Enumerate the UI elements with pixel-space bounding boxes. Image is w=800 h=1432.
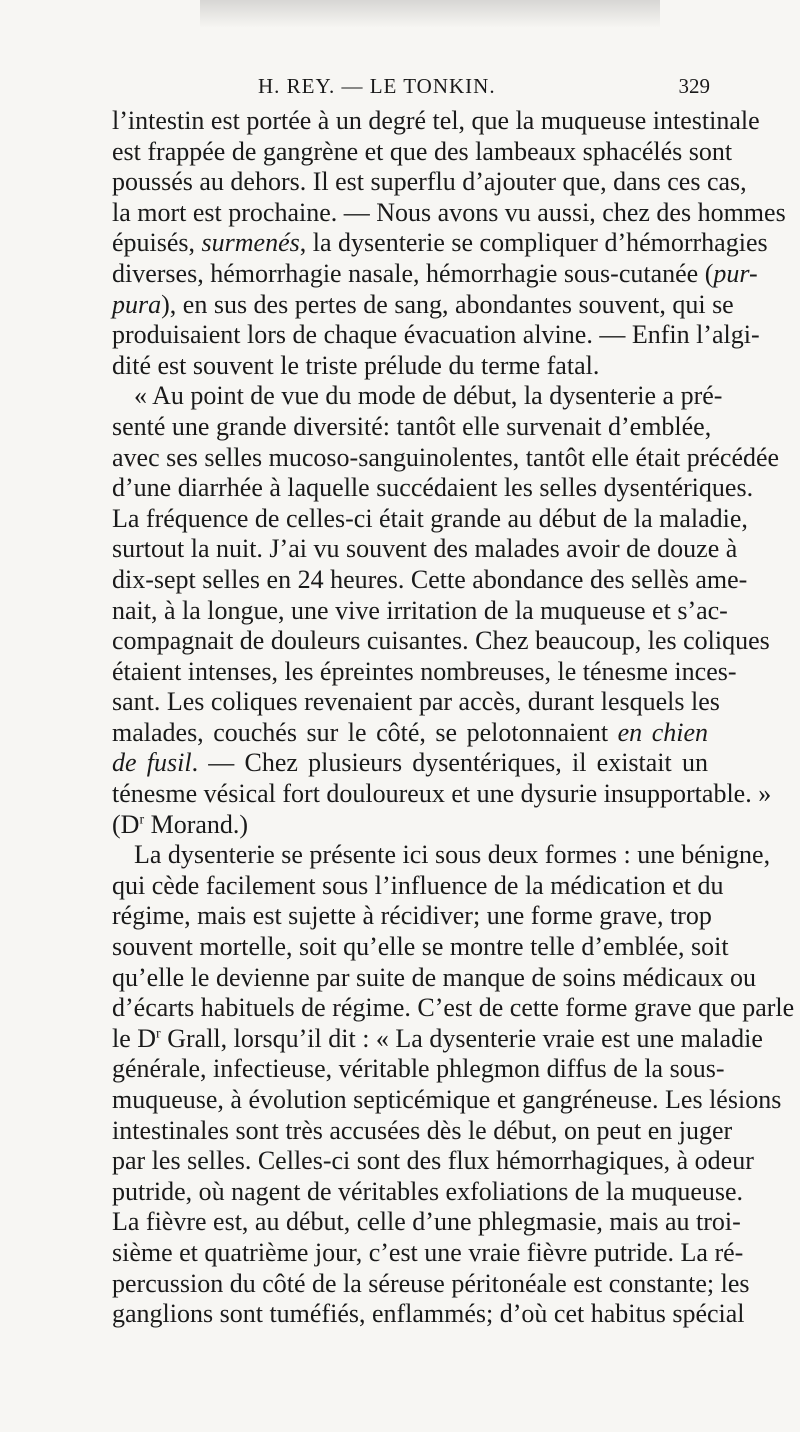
text-run: , la dysenterie se compliquer d’hémorrhagies	[299, 228, 768, 258]
text-line	[112, 228, 768, 259]
text-line: générale, infectieuse, véritable phlegmon diffus de la sous-	[112, 1054, 725, 1084]
text-line: intestinales sont très accusées dès le début, on peut en juger	[112, 1115, 733, 1145]
text-line	[112, 748, 708, 779]
italic-text: de fusil	[112, 748, 192, 778]
text-line: sant. Les coliques revenaient par accès, durant lesquels les	[112, 687, 720, 717]
text-run: Morand.)	[144, 809, 249, 839]
text-line: d’écarts habituels de régime. C’est de cette forme grave que parle	[112, 993, 795, 1023]
text-run: épuisés,	[112, 228, 202, 258]
text-run: ), en sus des pertes de sang, abondantes souvent, qui se	[161, 289, 734, 319]
text-line: La fréquence de celles-ci était grande au début de la maladie,	[112, 503, 748, 533]
superscript: r	[139, 812, 145, 827]
superscript: r	[156, 1026, 161, 1042]
text-line: La dysenterie se présente ici sous deux formes : une bénigne,	[134, 840, 771, 870]
italic-text: pur-	[713, 258, 758, 288]
text-line: la mort est prochaine. — Nous avons vu aussi, chez des hommes	[112, 197, 786, 227]
body-text	[112, 106, 795, 1330]
page-header	[110, 74, 710, 104]
text-line: est frappée de gangrène et que des lambeaux sphacélés sont	[112, 136, 733, 166]
text-line	[112, 810, 708, 841]
text-line: régime, mais est sujette à récidiver; une forme grave, trop	[112, 901, 712, 931]
text-run: diverses, hémorrhagie nasale, hémorrhagie sous-cutanée (	[112, 258, 714, 288]
scan-smudge	[200, 0, 660, 28]
text-line: qu’elle le devienne par suite de manque de soins médicaux ou	[112, 962, 757, 992]
text-line: qui cède facilement sous l’influence de la médication et du	[112, 870, 724, 900]
text-line	[112, 1023, 763, 1055]
text-line: senté une grande diversité: tantôt elle survenait d’emblée,	[112, 411, 712, 441]
text-line: d’une diarrhée à laquelle succédaient les selles dysentériques.	[112, 473, 754, 503]
text-run: le D	[112, 1023, 157, 1053]
text-line: putride, où nagent de véritables exfoliations de la muqueuse.	[112, 1176, 744, 1206]
text-line	[112, 718, 708, 749]
text-run: . — Chez plusieurs dysentériques, il existait un	[191, 748, 708, 778]
text-line: muqueuse, à évolution septicémique et gangréneuse. Les lésions	[112, 1085, 782, 1114]
italic-text: pura	[112, 289, 162, 319]
text-line: surtout la nuit. J’ai vu souvent des malades avoir de douze à	[112, 534, 738, 564]
text-line: avec ses selles mucoso-sanguinolentes, tantôt elle était précédée	[112, 442, 780, 472]
text-line: poussés au dehors. Il est superflu d’ajouter que, dans ces cas,	[112, 167, 747, 197]
text-line: l’intestin est portée à un degré tel, que la muqueuse intestinale	[112, 106, 760, 135]
text-line: ganglions sont tuméfiés, enflammés; d’où cet habitus spécial	[112, 1299, 745, 1329]
text-line: souvent mortelle, soit qu’elle se montre telle d’emblée, soit	[112, 932, 729, 962]
text-line: compagnait de douleurs cuisantes. Chez beaucoup, les coliques	[112, 626, 770, 656]
text-line: percussion du côté de la séreuse péritonéale est constante; les	[112, 1268, 750, 1298]
text-line: La fièvre est, au début, celle d’une phlegmasie, mais au troi-	[112, 1207, 741, 1237]
text-line: étaient intenses, les épreintes nombreuses, le ténesme inces-	[112, 656, 737, 686]
text-line: ténesme vésical fort douloureux et une dysurie insupportable. »	[112, 779, 772, 809]
text-line	[112, 258, 758, 290]
text-line: dité est souvent le triste prélude du terme fatal.	[112, 350, 600, 380]
text-line: « Au point de vue du mode de début, la dysenterie a pré-	[134, 381, 723, 411]
text-run: (D	[112, 809, 140, 839]
italic-text: en chien	[617, 717, 708, 747]
text-line: produisaient lors de chaque évacuation alvine. — Enfin l’algi-	[112, 320, 760, 350]
text-line: par les selles. Celles-ci sont des flux hémorrhagiques, à odeur	[112, 1146, 754, 1176]
text-run: Grall, lorsqu’il dit : « La dysenterie vraie est une maladie	[160, 1023, 763, 1053]
text-line	[112, 289, 734, 321]
text-line: nait, à la longue, une vive irritation de la muqueuse et s’ac-	[112, 595, 728, 625]
text-line: sième et quatrième jour, c’est une vraie fièvre putride. La ré-	[112, 1237, 744, 1267]
page-number: 329	[678, 74, 710, 98]
italic-text: surmenés	[201, 228, 300, 258]
text-run: malades, couchés sur le côté, se pelotonnaient	[112, 717, 618, 747]
running-head: H. REY. — LE TONKIN.	[258, 74, 496, 98]
text-line: dix-sept selles en 24 heures. Cette abondance des sellès ame-	[112, 564, 748, 594]
